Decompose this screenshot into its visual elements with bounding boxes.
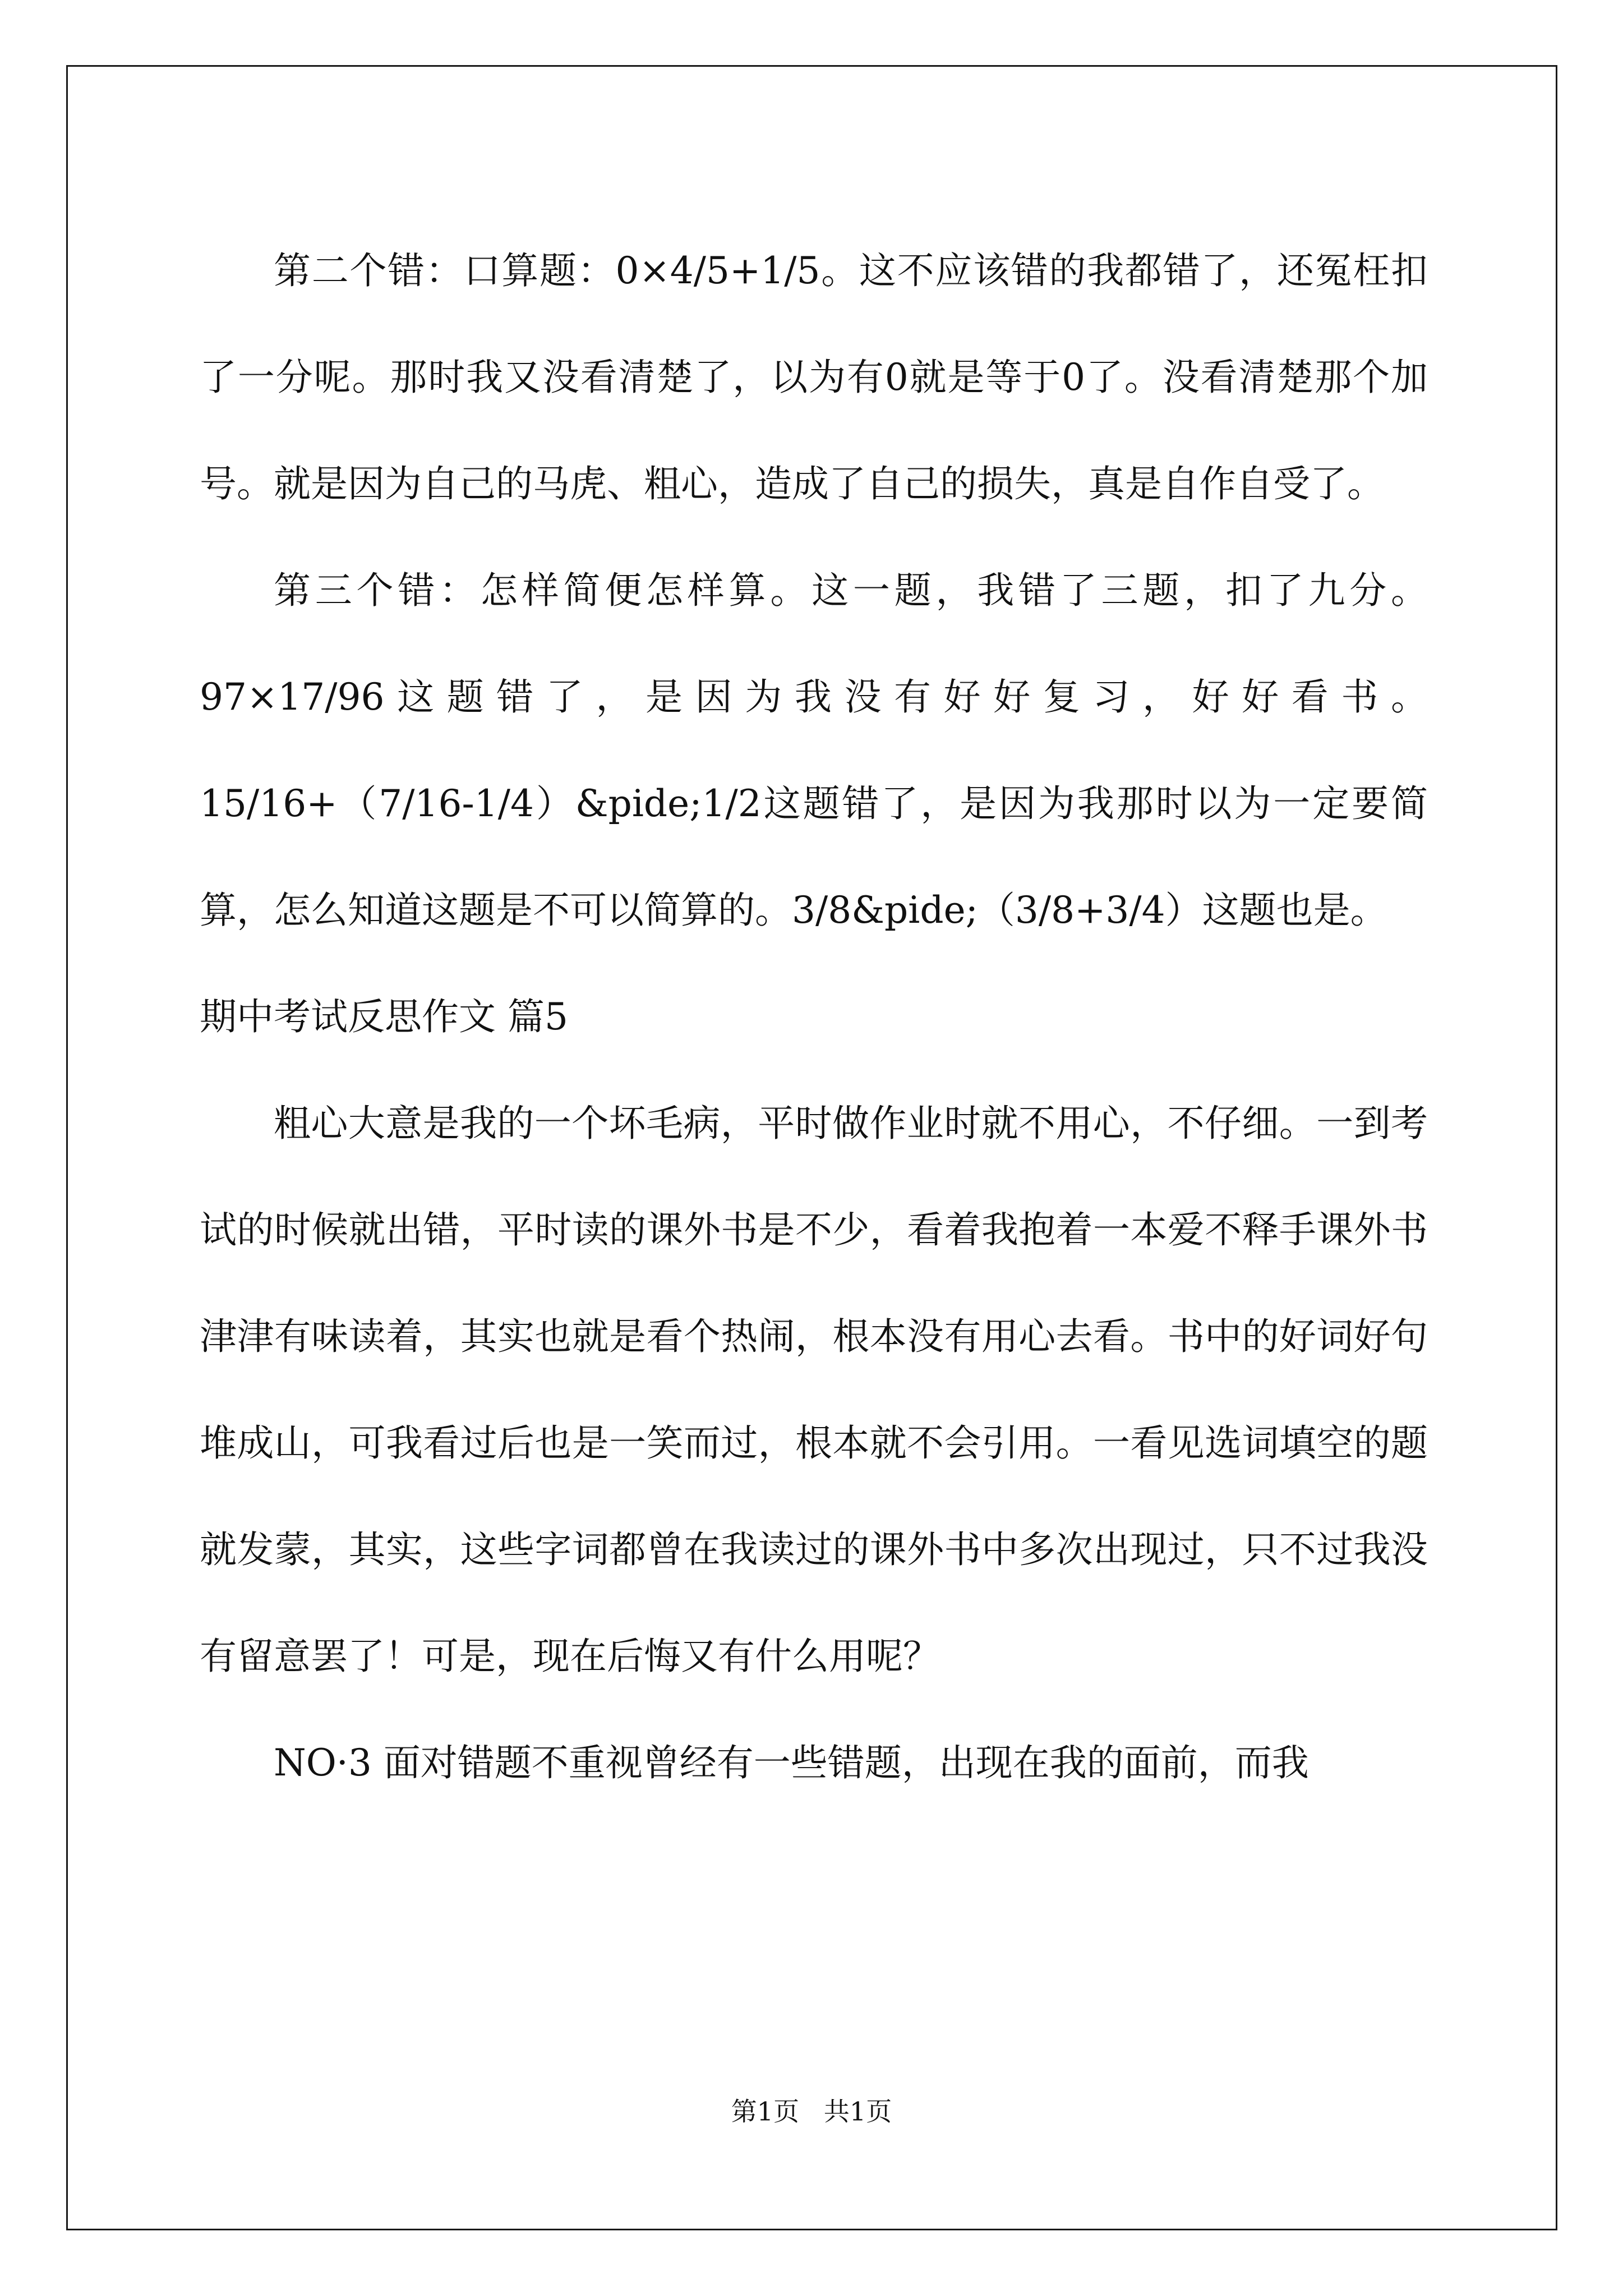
document-body bbox=[200, 218, 1428, 1816]
paragraph-third-error: 第三个错：怎样简便怎样算。这一题，我错了三题，扣了九分。97×17/96这题错了，是因为我没有好好复习，好好看书。15/16+（7/16-1/4）&pide;1/2这题错了，是因为我那时以为一定要简算，怎么知道这题是不可以简算的。3/8&pide;（3/8+3/4）这题也是。 bbox=[200, 569, 1428, 932]
paragraph-no3: NO·3 面对错题不重视曾经有一些错题，出现在我的面前，而我 bbox=[274, 1741, 1309, 1784]
paragraph-carelessness: 粗心大意是我的一个坏毛病，平时做作业时就不用心，不仔细。一到考试的时候就出错，平时读的课外书是不少，看着我抱着一本爱不释手课外书津津有味读着，其实也就是看个热闹，根本没有用心去看。书中的好词好句堆成山，可我看过后也是一笑而过，根本就不会引用。一看见选词填空的题就发蒙，其实，这些字词都曾在我读过的课外书中多次出现过，只不过我没有留意罢了！可是，现在后悔又有什么用呢？ bbox=[200, 1102, 1428, 1678]
section-heading: 期中考试反思作文 篇5 bbox=[200, 995, 568, 1038]
paragraph-second-error: 第二个错：口算题：0×4/5+1/5。这不应该错的我都错了，还冤枉扣了一分呢。那时我又没看清楚了，以为有0就是等于0了。没看清楚那个加号。就是因为自己的马虎、粗心，造成了自己的损失，真是自作自受了。 bbox=[200, 249, 1428, 505]
page-footer: 第1页 共1页 bbox=[731, 2096, 892, 2127]
